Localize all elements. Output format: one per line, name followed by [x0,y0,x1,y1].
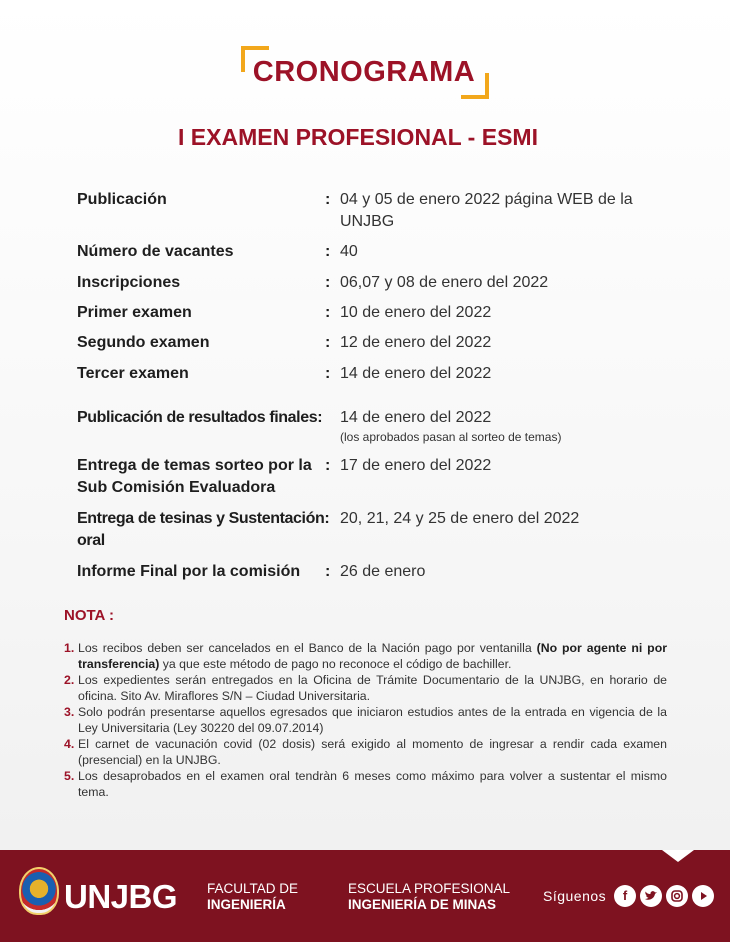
schedule-colon: : [325,243,331,260]
notes-list [64,640,667,800]
school-label [348,881,510,913]
footer-notch-decoration [662,850,694,862]
note-number: 1. [64,641,75,655]
note-item [64,768,667,800]
schedule-value: 06,07 y 08 de enero del 2022 [340,274,549,291]
schedule-colon: : [325,304,331,321]
note-text: ya que este método de pago no reconoce el código de bachiller. [159,657,512,671]
youtube-icon[interactable] [692,885,714,907]
faculty-line-1: FACULTAD DE [207,881,299,896]
schedule-label: Informe Final por la comisión [77,563,301,580]
university-logo-text: UNJBG [64,878,178,915]
note-text: Solo podrán presentarse aquellos egresados que iniciaron estudios antes de la entrada en vigencia de la Ley Universitaria (Ley 30220 del 09.07.2014) [78,705,667,735]
page-title [241,46,490,95]
schedule-value-note: (los aprobados pasan al sorteo de temas) [340,430,562,444]
note-number: 4. [64,737,75,751]
note-item [64,736,667,768]
twitter-icon[interactable] [640,885,662,907]
university-crest-icon [19,867,59,915]
note-item [64,704,667,736]
note-number: 5. [64,769,75,783]
schedule-value: 26 de enero [340,563,426,580]
schedule-label: Publicación de resultados finales: [77,409,323,426]
schedule-value-text: 14 de enero del 2022 [340,409,492,426]
note-text: Los desaprobados en el examen oral tendràn 6 meses como máximo para volver a sustentar el mismo tema. [78,769,667,799]
schedule-colon: : [325,191,331,208]
schedule-value: 14 de enero del 2022 [340,365,492,382]
faculty-line-2: INGENIERÍA [207,897,286,912]
schedule-value: 20, 21, 24 y 25 de enero del 2022 [340,510,580,527]
schedule-colon: : [325,274,331,291]
instagram-icon[interactable] [666,885,688,907]
schedule-value: 10 de enero del 2022 [340,304,492,321]
bracket-top-left-decoration [241,46,269,72]
school-line-2: INGENIERÍA DE MINAS [348,897,497,912]
schedule-label: Segundo examen [77,334,210,351]
schedule-colon: : [325,365,331,382]
schedule-label: Inscripciones [77,274,181,291]
note-item [64,640,667,672]
schedule-colon: : [325,457,331,474]
note-text-bold: (No por agente ni por transferencia) [78,641,667,671]
schedule-colon: : [325,563,331,580]
schedule-colon: : [325,334,331,351]
page-title-text: CRONOGRAMA [252,56,476,88]
schedule-label: Número de vacantes [77,243,234,260]
note-text: Los recibos deben ser cancelados en el Banco de la Nación pago por ventanilla [78,641,537,655]
note-text: Los expedientes serán entregados en la Oficina de Trámite Documentario de la UNJBG, en horario de oficina. Sito Av. Miraflores S/N – Ciudad Universitaria. [78,673,667,703]
follow-us-label: Síguenos [543,888,607,904]
schedule-label: Entrega de tesinas y Sustentación: oral [77,510,330,549]
note-item [64,672,667,704]
schedule-value: 12 de enero del 2022 [340,334,492,351]
schedule-label: Primer examen [77,304,192,321]
title-block [0,46,730,95]
nota-heading: NOTA : [64,607,114,624]
note-number: 2. [64,673,75,687]
schedule-label: Publicación [77,191,167,208]
schedule-label: Tercer examen [77,365,189,382]
school-line-1: ESCUELA PROFESIONAL [348,881,511,896]
schedule-value: 04 y 05 de enero 2022 página WEB de la UNJBG [340,191,633,230]
schedule-value: 17 de enero del 2022 [340,457,492,474]
schedule-value: 40 [340,243,358,260]
schedule-label: Entrega de temas sorteo por la Sub Comisión Evaluadora [77,457,312,496]
schedule-value [340,407,670,445]
note-number: 3. [64,705,75,719]
facebook-icon[interactable]: f [614,885,636,907]
faculty-label [207,881,298,913]
page-subtitle: I EXAMEN PROFESIONAL - ESMI [178,124,538,150]
bracket-bottom-right-decoration [461,73,489,99]
note-text: El carnet de vacunación covid (02 dosis) será exigido al momento de ingresar a rendir cada examen (presencial) en la UNJBG. [78,737,667,767]
